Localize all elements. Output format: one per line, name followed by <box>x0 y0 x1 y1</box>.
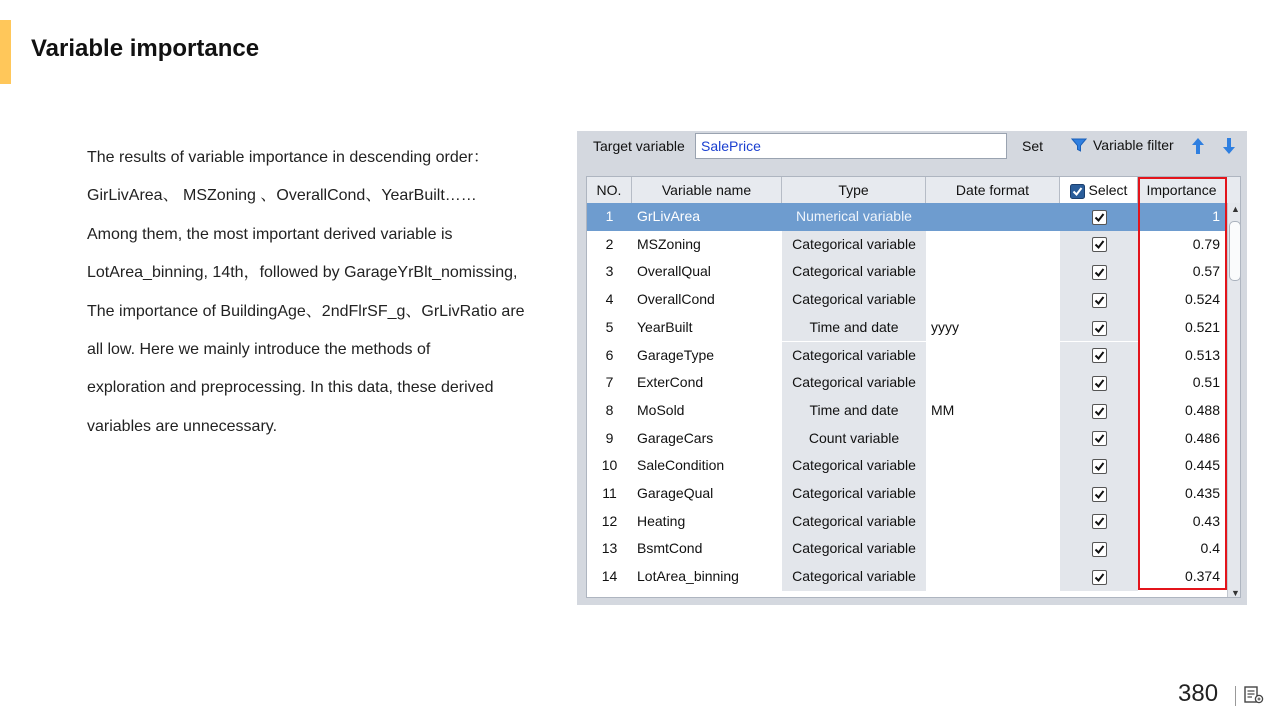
page-divider <box>1235 686 1236 706</box>
select-checkbox-icon[interactable] <box>1092 348 1107 363</box>
slide-title: Variable importance <box>31 35 260 62</box>
select-cell <box>1060 203 1138 231</box>
move-down-button[interactable] <box>1220 135 1238 157</box>
select-checkbox-icon[interactable] <box>1092 431 1107 446</box>
variable-name-cell: GrLivArea <box>637 208 701 224</box>
importance-cell: 0.51 <box>1192 374 1220 391</box>
select-checkbox-icon[interactable] <box>1092 293 1107 308</box>
page-number: 380 <box>1178 680 1219 707</box>
date-format-cell: MM <box>926 397 1060 425</box>
importance-highlight-box <box>1138 177 1227 590</box>
select-cell <box>1060 342 1138 370</box>
row-number: 5 <box>605 318 614 335</box>
row-number: 3 <box>605 263 614 280</box>
select-checkbox-icon[interactable] <box>1092 265 1107 280</box>
select-cell <box>1060 369 1138 397</box>
table-row[interactable] <box>587 508 1227 536</box>
select-checkbox-icon[interactable] <box>1092 570 1107 585</box>
type-cell: Categorical variable <box>782 286 926 314</box>
variable-name-cell: GarageType <box>637 346 715 363</box>
select-cell <box>1060 397 1138 425</box>
row-number: 6 <box>605 346 614 363</box>
column-header-select[interactable] <box>1060 177 1138 203</box>
variable-name-cell: Heating <box>637 512 686 529</box>
type-cell: Count variable <box>782 425 926 453</box>
select-cell <box>1060 231 1138 259</box>
body-line: Among them, the most important derived variable is <box>87 225 453 243</box>
table-row[interactable] <box>587 258 1227 286</box>
body-line: The results of variable importance in descending order： <box>87 149 489 166</box>
column-header-no[interactable]: NO. <box>587 177 632 203</box>
select-header-label: Select <box>1088 182 1128 198</box>
select-cell <box>1060 480 1138 508</box>
body-line: variables are unnecessary. <box>87 417 278 435</box>
date-format-cell <box>926 342 1060 370</box>
date-format-cell <box>926 286 1060 314</box>
select-cell <box>1060 452 1138 480</box>
select-cell <box>1060 286 1138 314</box>
row-number: 10 <box>601 457 618 474</box>
type-cell: Categorical variable <box>782 480 926 508</box>
column-header-variable-name[interactable]: Variable name <box>632 177 782 203</box>
table-row[interactable] <box>587 203 1227 231</box>
table-row[interactable] <box>587 535 1227 563</box>
table-scrollbar[interactable] <box>1227 203 1241 598</box>
select-checkbox-icon[interactable] <box>1092 376 1107 391</box>
table-row[interactable] <box>587 425 1227 453</box>
select-cell <box>1060 314 1138 342</box>
row-number: 13 <box>601 540 618 557</box>
variable-name-cell: BsmtCond <box>637 540 703 557</box>
importance-cell: 0.513 <box>1184 346 1220 363</box>
select-checkbox-icon[interactable] <box>1092 542 1107 557</box>
row-number: 2 <box>605 235 614 252</box>
importance-cell: 1 <box>1212 208 1220 224</box>
title-accent-bar <box>0 20 11 84</box>
row-number: 14 <box>601 568 618 585</box>
arrow-down-icon <box>1220 135 1238 157</box>
table-row[interactable] <box>587 397 1227 425</box>
type-cell: Categorical variable <box>782 342 926 370</box>
funnel-icon <box>1071 137 1087 153</box>
body-line: exploration and preprocessing. In this data, these derived <box>87 379 494 397</box>
select-checkbox-icon[interactable] <box>1092 321 1107 336</box>
variable-filter-button[interactable] <box>1071 137 1174 153</box>
table-row[interactable] <box>587 342 1227 370</box>
importance-cell: 0.435 <box>1184 485 1220 501</box>
date-format-cell <box>926 231 1060 259</box>
variable-name-cell: MSZoning <box>637 235 701 252</box>
scrollbar-thumb[interactable] <box>1229 221 1241 281</box>
importance-cell: 0.374 <box>1184 568 1220 585</box>
body-line: The importance of BuildingAge、2ndFlrSF_g、GrLivRatio are <box>87 302 525 320</box>
importance-cell: 0.79 <box>1192 235 1220 252</box>
variable-name-cell: ExterCond <box>637 374 704 391</box>
select-cell <box>1060 563 1138 591</box>
date-format-cell <box>926 508 1060 536</box>
type-cell: Categorical variable <box>782 369 926 397</box>
notes-icon <box>1244 686 1264 704</box>
variable-filter-label: Variable filter <box>1093 137 1174 153</box>
variable-name-cell: OverallCond <box>637 291 715 308</box>
type-cell: Categorical variable <box>782 563 926 591</box>
variable-name-cell: OverallQual <box>637 263 711 280</box>
row-number: 9 <box>605 429 614 446</box>
importance-cell: 0.445 <box>1184 457 1220 474</box>
select-checkbox-icon[interactable] <box>1092 459 1107 474</box>
importance-cell: 0.488 <box>1184 401 1220 418</box>
select-cell <box>1060 535 1138 563</box>
row-number: 1 <box>605 208 614 224</box>
select-cell <box>1060 508 1138 536</box>
date-format-cell <box>926 203 1060 231</box>
date-format-cell <box>926 563 1060 591</box>
table-row[interactable] <box>587 286 1227 314</box>
date-format-cell <box>926 425 1060 453</box>
select-cell <box>1060 258 1138 286</box>
date-format-cell: yyyy <box>926 314 1060 342</box>
scroll-up-icon[interactable]: ▲ <box>1231 204 1240 214</box>
select-checkbox-icon[interactable] <box>1092 514 1107 529</box>
importance-cell: 0.486 <box>1184 429 1220 446</box>
scroll-down-icon[interactable]: ▼ <box>1231 588 1240 598</box>
body-text <box>87 139 557 446</box>
date-format-cell <box>926 258 1060 286</box>
select-checkbox-icon[interactable] <box>1092 404 1107 419</box>
variable-name-cell: YearBuilt <box>637 318 693 335</box>
type-cell: Time and date <box>782 314 926 342</box>
arrow-up-icon <box>1189 135 1207 157</box>
importance-cell: 0.524 <box>1184 291 1220 308</box>
variable-name-cell: SaleCondition <box>637 457 725 474</box>
set-button[interactable]: Set <box>1022 138 1044 154</box>
table-row[interactable] <box>587 314 1227 342</box>
move-up-button[interactable] <box>1189 135 1207 157</box>
variable-name-cell: GarageQual <box>637 485 714 501</box>
select-checkbox-icon[interactable] <box>1092 237 1107 252</box>
column-header-date-format[interactable]: Date format <box>926 177 1060 203</box>
select-cell <box>1060 425 1138 453</box>
importance-cell: 0.4 <box>1200 540 1220 557</box>
type-cell: Numerical variable <box>796 208 912 224</box>
importance-cell: 0.43 <box>1192 512 1220 529</box>
importance-cell: 0.521 <box>1184 318 1220 335</box>
date-format-cell <box>926 480 1060 508</box>
type-cell: Categorical variable <box>782 452 926 480</box>
target-variable-label: Target variable <box>593 138 685 154</box>
body-line: GirLivArea、 MSZoning 、OverallCond、YearBuilt…… <box>87 187 477 205</box>
select-checkbox-icon[interactable] <box>1092 487 1107 502</box>
type-cell: Categorical variable <box>782 508 926 536</box>
importance-cell: 0.57 <box>1192 263 1220 280</box>
type-cell: Time and date <box>782 397 926 425</box>
table-row[interactable] <box>587 563 1227 591</box>
row-number: 11 <box>602 485 617 501</box>
body-line: all low. Here we mainly introduce the methods of <box>87 340 431 358</box>
table-row[interactable] <box>587 480 1227 508</box>
target-variable-input[interactable]: SalePrice <box>695 133 1007 159</box>
select-all-checkbox-icon[interactable] <box>1070 184 1085 199</box>
select-checkbox-icon[interactable] <box>1092 210 1107 225</box>
table-row[interactable] <box>587 452 1227 480</box>
variable-name-cell: LotArea_binning <box>637 568 739 585</box>
date-format-cell <box>926 535 1060 563</box>
column-header-type[interactable]: Type <box>782 177 926 203</box>
row-number: 7 <box>605 374 614 391</box>
row-number: 4 <box>605 291 614 308</box>
type-cell: Categorical variable <box>782 231 926 259</box>
body-line: LotArea_binning, 14th，followed by GarageYrBlt_nomissing, <box>87 264 518 282</box>
variable-name-cell: GarageCars <box>637 429 714 446</box>
table-row[interactable] <box>587 231 1227 259</box>
type-cell: Categorical variable <box>782 535 926 563</box>
type-cell: Categorical variable <box>782 258 926 286</box>
variable-name-cell: MoSold <box>637 401 685 418</box>
row-number: 8 <box>605 401 614 418</box>
table-row[interactable] <box>587 369 1227 397</box>
date-format-cell <box>926 369 1060 397</box>
column-header-importance[interactable]: Importance <box>1138 177 1226 203</box>
row-number: 12 <box>601 512 618 529</box>
date-format-cell <box>926 452 1060 480</box>
